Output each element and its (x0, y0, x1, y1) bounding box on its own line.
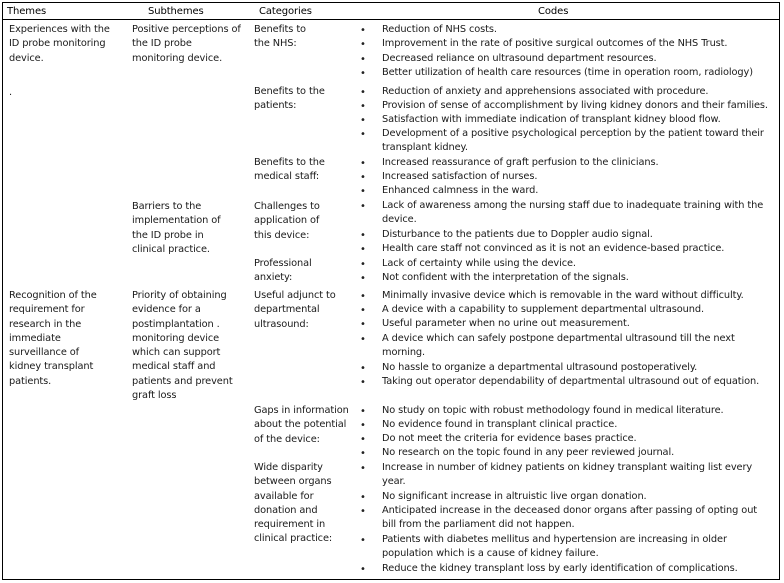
header-codes: Codes (538, 6, 569, 17)
bullet: • (360, 535, 366, 546)
subtheme-priority-evidence: Priority of obtaining evidence for a postimplantation . monitoring device which can support medical staff and patients and prevent graft loss (132, 290, 233, 402)
bullet: • (360, 230, 366, 241)
category-benefits-patients: Benefits to the patients: (254, 86, 325, 112)
code-item: Reduction of NHS costs. (382, 24, 497, 35)
bullet: • (360, 115, 366, 126)
category-benefits-staff: Benefits to the medical staff: (254, 157, 325, 183)
code-item: Decreased reliance on ultrasound department resources. (382, 53, 657, 64)
bullet: • (360, 158, 366, 169)
category-useful-adjunct: Useful adjunct to departmental ultrasound: (254, 290, 336, 330)
bullet: • (360, 377, 366, 388)
code-item: Better utilization of health care resources (time in operation room, radiology) (382, 67, 753, 78)
code-item: Lack of awareness among the nursing staff due to inadequate training with the device. (382, 200, 764, 226)
code-item: Provision of sense of accomplishment by living kidney donors and their families. (382, 100, 768, 111)
bullet: • (360, 25, 366, 36)
code-item: Do not meet the criteria for evidence bases practice. (382, 433, 637, 444)
code-item: Health care staff not convinced as it is not an evidence-based practice. (382, 243, 725, 254)
bullet: • (360, 564, 366, 575)
code-item: Anticipated increase in the deceased donor organs after passing of opting out bill from the parliament did not happen. (382, 505, 758, 531)
code-item: No hassle to organize a departmental ultrasound postoperatively. (382, 362, 698, 373)
code-item: Increased reassurance of graft perfusion to the clinicians. (382, 157, 659, 168)
header-themes: Themes (7, 6, 47, 17)
code-item: Lack of certainty while using the device. (382, 258, 576, 269)
code-item: Reduction of anxiety and apprehensions associated with procedure. (382, 86, 709, 97)
header-rule (2, 19, 780, 20)
code-item: Minimally invasive device which is removable in the ward without difficulty. (382, 290, 744, 301)
theme-experiences: Experiences with the ID probe monitoring device. (9, 24, 110, 64)
bullet: • (360, 273, 366, 284)
header-categories: Categories (259, 6, 312, 17)
bullet: • (360, 492, 366, 503)
code-item: No evidence found in transplant clinical practice. (382, 419, 618, 430)
code-item: Satisfaction with immediate indication of transplant kidney blood flow. (382, 114, 721, 125)
bullet: • (360, 406, 366, 417)
code-item: Increase in number of kidney patients on kidney transplant waiting list every year. (382, 462, 753, 488)
category-benefits-nhs: Benefits to the NHS: (254, 24, 306, 50)
code-item: No significant increase in altruistic live organ donation. (382, 491, 647, 502)
bullet: • (360, 244, 366, 255)
code-item: Disturbance to the patients due to Doppler audio signal. (382, 229, 653, 240)
code-item: Reduce the kidney transplant loss by early identification of complications. (382, 563, 738, 574)
bullet: • (360, 129, 366, 140)
category-professional-anxiety: Professional anxiety: (254, 258, 312, 284)
bullet: • (360, 186, 366, 197)
code-item: Increased satisfaction of nurses. (382, 171, 538, 182)
bullet: • (360, 506, 366, 517)
code-item: Development of a positive psychological perception by the patient toward their transplant kidney. (382, 128, 764, 154)
category-gaps-information: Gaps in information about the potential of the device: (254, 405, 349, 445)
bullet: • (360, 39, 366, 50)
code-item: Taking out operator dependability of departmental ultrasound out of equation. (382, 376, 760, 387)
code-item: No research on the topic found in any peer reviewed journal. (382, 447, 675, 458)
bullet: • (360, 259, 366, 270)
bullet: • (360, 448, 366, 459)
subtheme-barriers: Barriers to the implementation of the ID probe in clinical practice. (132, 201, 221, 255)
bullet: • (360, 305, 366, 316)
theme-recognition: Recognition of the requirement for research in the immediate surveillance of kidney transplant patients. (9, 290, 97, 387)
bullet: • (360, 68, 366, 79)
category-wide-disparity: Wide disparity between organs available for donation and requirement in clinical practice: (254, 462, 333, 545)
code-item: Enhanced calmness in the ward. (382, 185, 539, 196)
bullet: • (360, 334, 366, 345)
category-challenges: Challenges to application of this device: (254, 201, 320, 241)
code-item: Improvement in the rate of positive surgical outcomes of the NHS Trust. (382, 38, 728, 49)
code-item: Patients with diabetes mellitus and hypertension are increasing in older population which is a cause of kidney failure. (382, 534, 727, 560)
bullet: • (360, 363, 366, 374)
subtheme-positive-perceptions: Positive perceptions of the ID probe monitoring device. (132, 24, 241, 64)
code-item: Useful parameter when no urine out measurement. (382, 318, 630, 329)
bullet: • (360, 87, 366, 98)
code-item: A device with a capability to supplement departmental ultrasound. (382, 304, 705, 315)
bullet: • (360, 172, 366, 183)
code-item: A device which can safely postpone departmental ultrasound till the next morning. (382, 333, 735, 359)
bullet: • (360, 101, 366, 112)
bullet: • (360, 319, 366, 330)
bullet: • (360, 420, 366, 431)
bullet: • (360, 434, 366, 445)
theme-dot: . (9, 87, 13, 98)
code-item: Not confident with the interpretation of the signals. (382, 272, 629, 283)
bullet: • (360, 291, 366, 302)
code-item: No study on topic with robust methodology found in medical literature. (382, 405, 724, 416)
bullet: • (360, 463, 366, 474)
bullet: • (360, 54, 366, 65)
bullet: • (360, 201, 366, 212)
header-subthemes: Subthemes (148, 6, 204, 17)
